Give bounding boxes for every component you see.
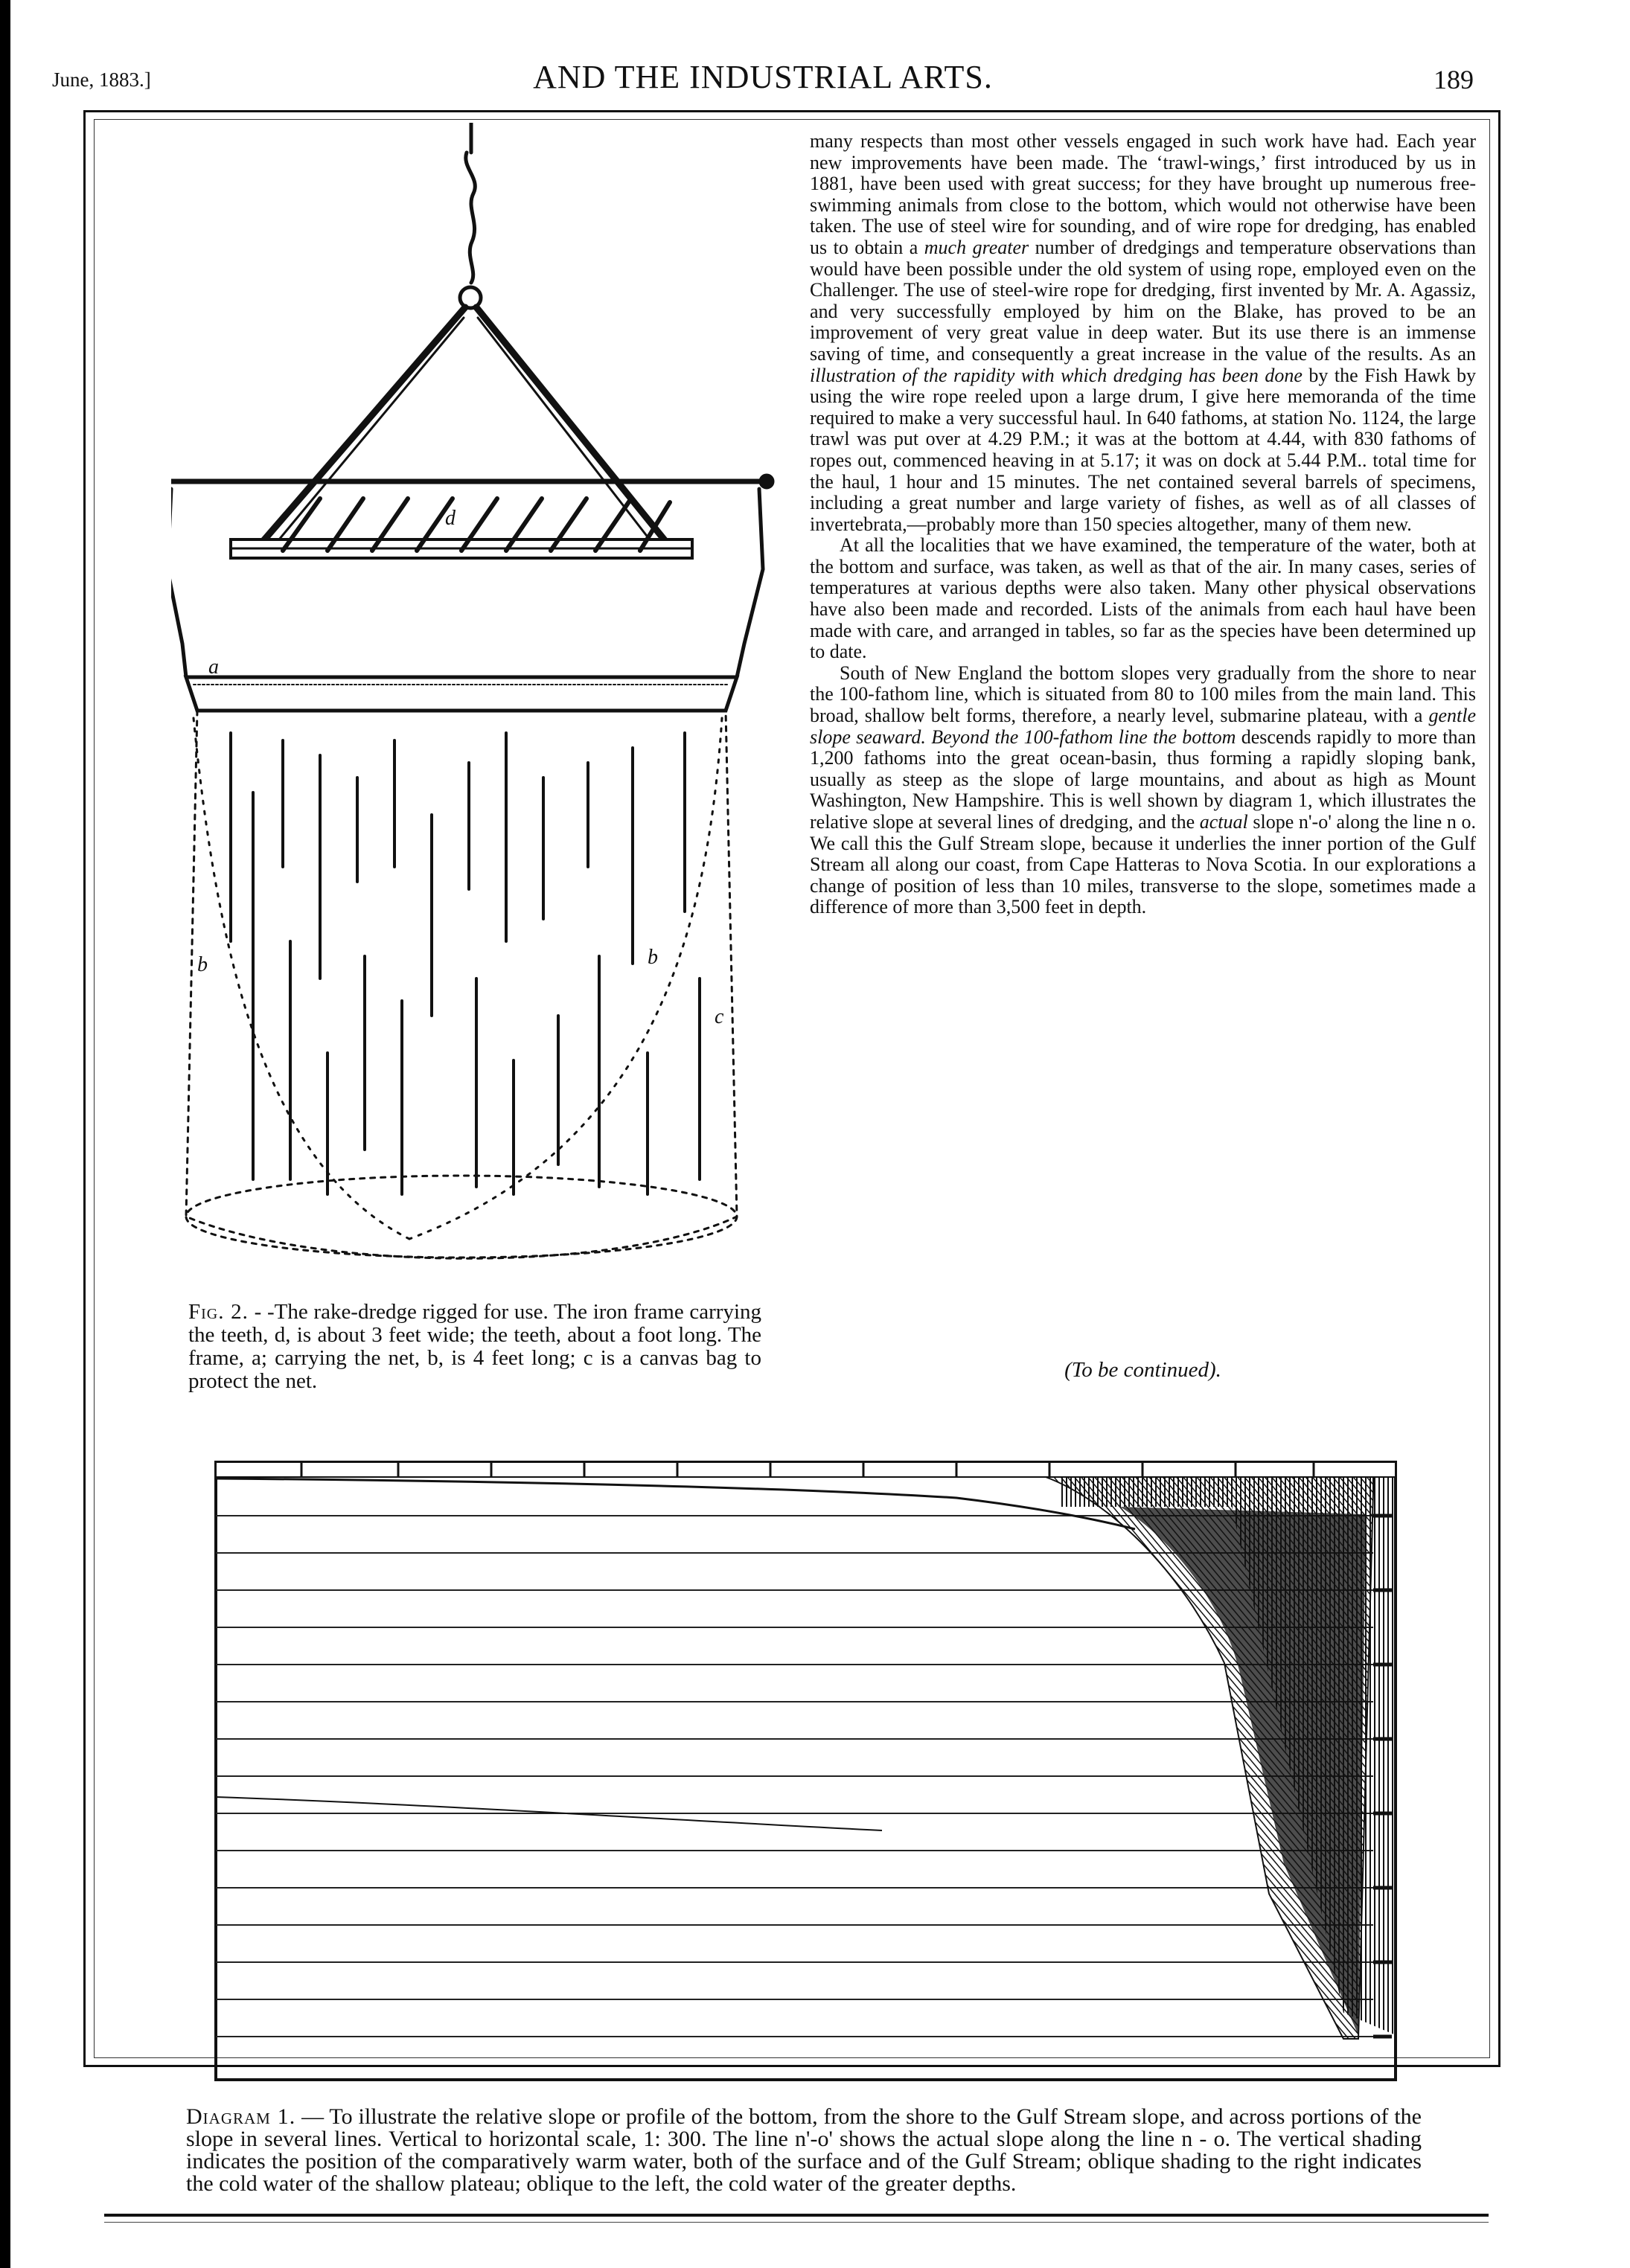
page-edge-rule <box>0 0 10 2268</box>
running-head <box>52 58 1474 103</box>
figure-caption-label: Fig. 2. <box>188 1300 249 1324</box>
bottom-rule-thin <box>104 2222 1489 2223</box>
issue-date: June, 1883.] <box>52 68 151 91</box>
bottom-rule <box>104 2214 1489 2217</box>
rake-dredge-illustration <box>171 123 782 1272</box>
page-number: 189 <box>1434 65 1474 94</box>
figure-caption-text: - -The rake-dredge rigged for use. The iron frame carrying the teeth, d, is about 3 feet wide; the teeth, about a foot long. The frame, a; carrying the net, b, is 4 feet long; c is a canvas bag to protect the net. <box>188 1300 762 1393</box>
article-column <box>810 131 1476 918</box>
journal-title: AND THE INDUSTRIAL ARTS. <box>533 59 993 95</box>
diagram-caption-text: — To illustrate the relative slope or profile of the bottom, from the shore to the Gulf Stream slope, and across portions of the slope in several lines. Vertical to horizontal scale, 1: 300. The line n'-o' shows the actual slope along the line n - o. The vertical shading indicates the position of the comparatively warm water, both of the surface and of the Gulf Stream; oblique shading to the right indicates the cold water of the shallow plateau; oblique to the left, the cold water of the greater depths. <box>186 2104 1422 2196</box>
figure-letter-c: c <box>715 1005 724 1028</box>
figure-letter-b-left: b <box>197 953 208 976</box>
slope-profile-diagram <box>212 1447 1403 2091</box>
article-paragraph-1: many respects than most other vessels engaged in such work have had. Each year new improvements have been made. The ‘trawl-wings,’ first introduced by us in 1881, have been used with great success; for they have brought up numerous free-swimming animals from close to the bottom, which would not otherwise have been taken. The use of steel wire for sounding, and of wire rope for dredging, has enabled us to obtain a much greater number of dredgings and temperature observations than would have been possible under the old system of using rope, employed even on the Challenger. The use of steel-wire rope for dredging, first invented by Mr. A. Agassiz, and very successfully employed by him on the Blake, has proved to be an improvement of very great value in deep water. But its use there is an immense saving of time, and consequently a great increase in the value of the results. As an illustration of the rapidity with which dredging has been done by the Fish Hawk by using the wire rope reeled upon a large drum, I give here memoranda of the time required to make a very successful haul. In 640 fathoms, at station No. 1124, the large trawl was put over at 4.29 P.M.; it was at the bottom at 4.44, with 830 fathoms of ropes out, commenced heaving in at 5.17; it was on dock at 5.44 P.M.. total time for the haul, 1 hour and 15 minutes. The net contained several barrels of specimens, including a great number and large variety of fishes, as well as of all classes of invertebrata,—probably more than 150 species altogether, many of them new. <box>810 130 1476 535</box>
to-be-continued: (To be continued). <box>1064 1358 1221 1382</box>
article-paragraph-2: At all the localities that we have examined, the temperature of the water, both at the bottom and surface, was taken, as well as that of the air. In many cases, series of temperatures at various depths were also taken. Many other physical observations have also been made and recorded. Lists of the animals from each haul have been made with care, and arranged in tables, so far as the species have been determined up to date. <box>810 534 1476 663</box>
figure-caption <box>188 1301 761 1393</box>
diagram-caption <box>186 2106 1422 2195</box>
article-paragraph-3: South of New England the bottom slopes very gradually from the shore to near the 100-fathom line, which is situated from 80 to 100 miles from the main land. This broad, shallow belt forms, therefore, a nearly level, submarine plateau, with a gentle slope seaward. Beyond the 100-fathom line the bottom descends rapidly to more than 1,200 fathoms into the great ocean-basin, thus forming a rapidly sloping bank, usually as steep as the slope of large mountains, and about as high as Mount Washington, New Hampshire. This is well shown by diagram 1, which illustrates the relative slope at several lines of dredging, and the actual slope n'-o' along the line n o. We call this the Gulf Stream slope, because it underlies the inner portion of the Gulf Stream all along our coast, from Cape Hatteras to Nova Scotia. In our explorations a change of position of less than 10 miles, transverse to the slope, sometimes made a difference of more than 3,500 feet in depth. <box>810 662 1476 918</box>
diagram-caption-label: Diagram 1. <box>186 2104 296 2129</box>
figure-letter-d: d <box>445 507 456 530</box>
figure-letter-a: a <box>208 656 219 679</box>
figure-letter-b-right: b <box>648 946 658 969</box>
